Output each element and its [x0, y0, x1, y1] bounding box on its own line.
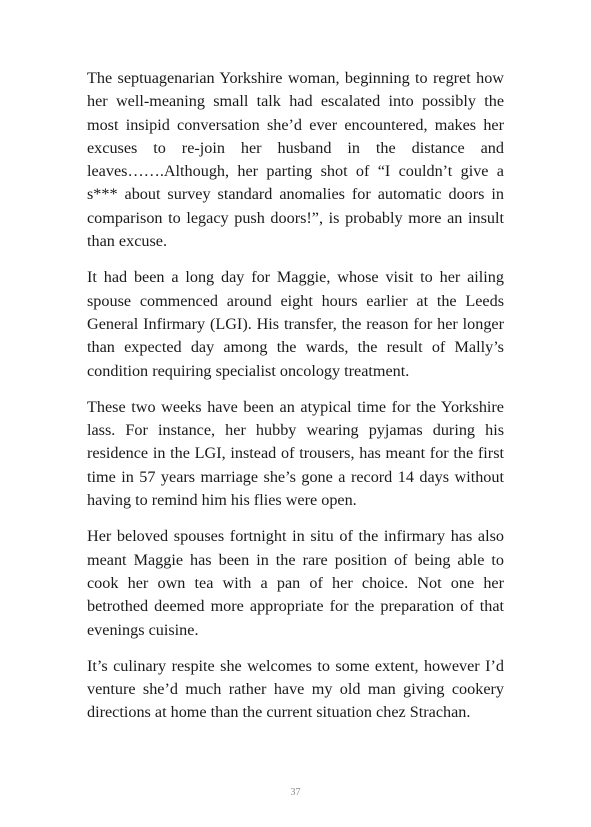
paragraph-3: These two weeks have been an atypical time for the Yorkshire lass. For instance, her hubby wearing pyjamas during his residence in the LGI, instead of trousers, has meant for the first time in 57 years marriage she’s gone a record 14 days without having to remind him his flies were open.: [87, 397, 504, 510]
page-number: 37: [290, 787, 301, 798]
paragraph-5: It’s culinary respite she welcomes to some extent, however I’d venture she’d much rather have my old man giving cookery directions at home than the current situation chez Strachan.: [87, 656, 504, 722]
paragraph-2: It had been a long day for Maggie, whose visit to her ailing spouse commenced around eight hours earlier at the Leeds General Infirmary (LGI). His transfer, the reason for her longer than expected day among the wards, the result of Mally’s condition requiring specialist oncology treatment.: [87, 268, 504, 380]
paragraph-1: The septuagenarian Yorkshire woman, beginning to regret how her well-meaning small talk had escalated into possibly the most insipid conversation she’d ever encountered, makes her excuses to re-join her husband in the distance and leaves…….Although, her parting shot of “I couldn’t give a s*** about survey standard anomalies for automatic doors in comparison to legacy push doors!”, is probably more an insult than excuse.: [87, 69, 504, 251]
body-text: [87, 67, 504, 738]
paragraph-4: Her beloved spouses fortnight in situ of the infirmary has also meant Maggie has been in the rare position of being able to cook her own tea with a pan of her choice. Not one her betrothed deemed more appropriate for the preparation of that evenings cuisine.: [87, 527, 504, 639]
